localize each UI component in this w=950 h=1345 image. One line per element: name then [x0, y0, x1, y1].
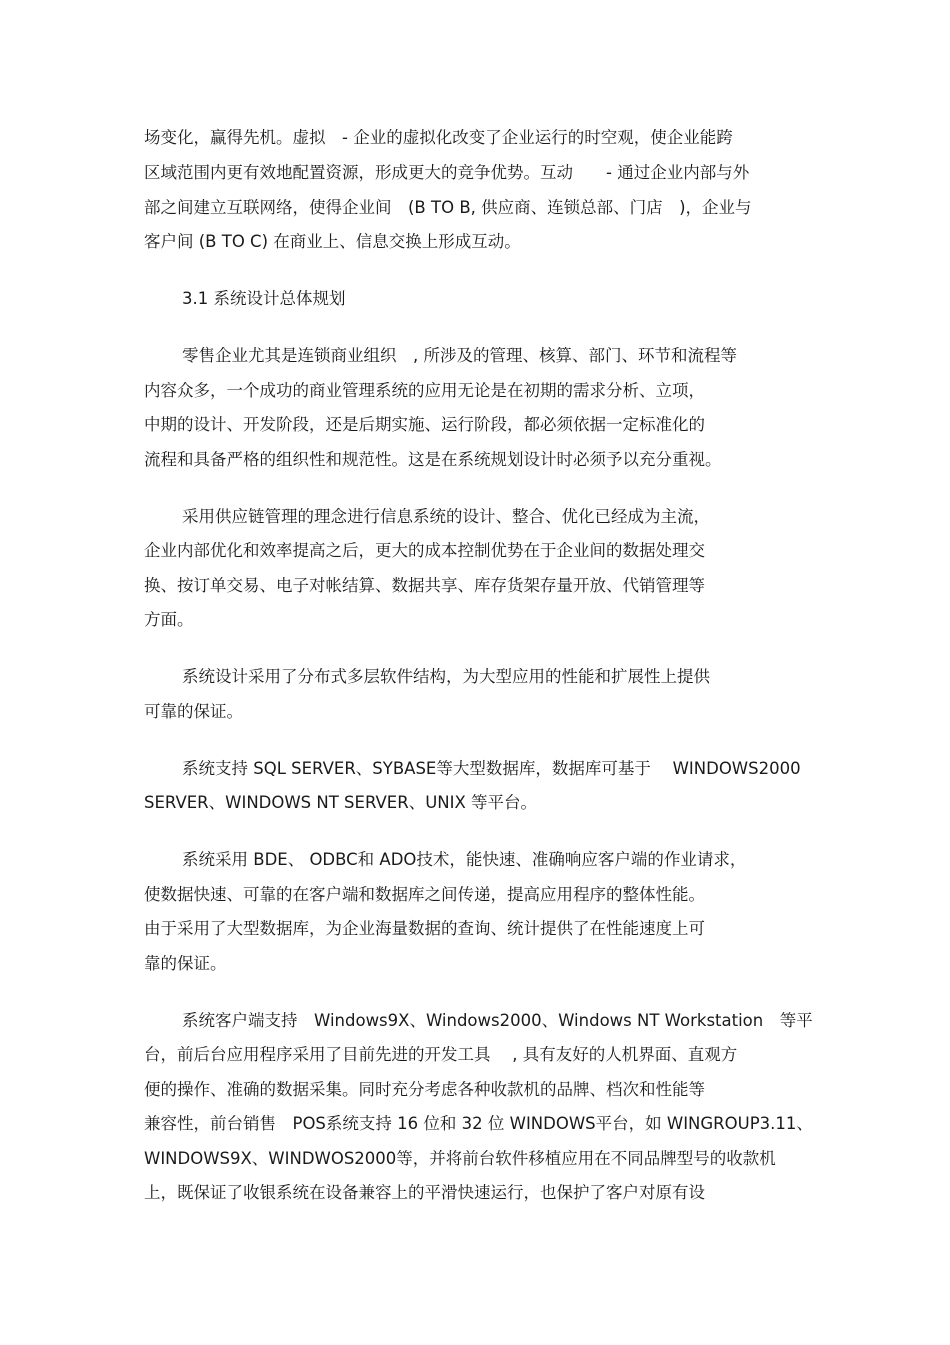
paragraph-1-line-2: 区域范围内更有效地配置资源，形成更大的竞争优势。互动 - 通过企业内部与外 — [144, 163, 750, 182]
paragraph-3-line-3: 中期的设计、开发阶段，还是后期实施、运行阶段，都必须依据一定标准化的 — [144, 415, 705, 434]
paragraph-3-line-1: 零售企业尤其是连锁商业组织 , 所涉及的管理、核算、部门、环节和流程等 — [182, 346, 737, 365]
paragraph-8-line-1: 系统客户端支持 Windows9X、Windows2000、Windows NT Workstation 等平 — [182, 1011, 813, 1030]
paragraph-4-line-2: 企业内部优化和效率提高之后，更大的成本控制优势在于企业间的数据处理交 — [144, 541, 705, 560]
paragraph-1-line-1: 场变化，赢得先机。虚拟 - 企业的虚拟化改变了企业运行的时空观，使企业能跨 — [144, 128, 733, 147]
paragraph-3-line-2: 内容众多，一个成功的商业管理系统的应用无论是在初期的需求分析、立项， — [144, 381, 705, 400]
paragraph-3-line-4: 流程和具备严格的组织性和规范性。这是在系统规划设计时必须予以充分重视。 — [144, 450, 722, 469]
paragraph-4-line-4: 方面。 — [144, 610, 194, 629]
paragraph-7-line-3: 由于采用了大型数据库，为企业海量数据的查询、统计提供了在性能速度上可 — [144, 919, 705, 938]
paragraph-7-line-2: 使数据快速、可靠的在客户端和数据库之间传递，提高应用程序的整体性能。 — [144, 885, 705, 904]
paragraph-8-line-6: 上，既保证了收银系统在设备兼容上的平滑快速运行，也保护了客户对原有设 — [144, 1183, 705, 1202]
paragraph-6-line-2: SERVER、WINDOWS NT SERVER、UNIX 等平台。 — [144, 793, 538, 812]
paragraph-8-line-3: 便的操作、准确的数据采集。同时充分考虑各种收款机的品牌、档次和性能等 — [144, 1080, 705, 1099]
paragraph-4-line-1: 采用供应链管理的理念进行信息系统的设计、整合、优化已经成为主流， — [182, 507, 710, 526]
section-heading: 3.1 系统设计总体规划 — [182, 289, 346, 308]
paragraph-1-line-3: 部之间建立互联网络，使得企业间 (B TO B, 供应商、连锁总部、门店 )，企业与 — [144, 198, 752, 217]
paragraph-5-line-2: 可靠的保证。 — [144, 702, 243, 721]
paragraph-4-line-3: 换、按订单交易、电子对帐结算、数据共享、库存货架存量开放、代销管理等 — [144, 576, 705, 595]
paragraph-7-line-1: 系统采用 BDE、 ODBC和 ADO技术，能快速、准确响应客户端的作业请求， — [182, 850, 747, 869]
paragraph-8-line-5: WINDOWS9X、WINDWOS2000等，并将前台软件移植应用在不同品牌型号的收款机 — [144, 1149, 776, 1168]
paragraph-8-line-4: 兼容性，前台销售 POS系统支持 16 位和 32 位 WINDOWS平台，如 WINGROUP3.11、 — [144, 1114, 813, 1133]
paragraph-8-line-2: 台，前后台应用程序采用了目前先进的开发工具 , 具有友好的人机界面、直观方 — [144, 1045, 738, 1064]
paragraph-1-line-4: 客户间 (B TO C) 在商业上、信息交换上形成互动。 — [144, 232, 521, 251]
paragraph-5-line-1: 系统设计采用了分布式多层软件结构，为大型应用的性能和扩展性上提供 — [182, 667, 710, 686]
paragraph-7-line-4: 靠的保证。 — [144, 954, 227, 973]
paragraph-6-line-1: 系统支持 SQL SERVER、SYBASE等大型数据库，数据库可基于 WINDOWS2000 — [182, 759, 801, 778]
